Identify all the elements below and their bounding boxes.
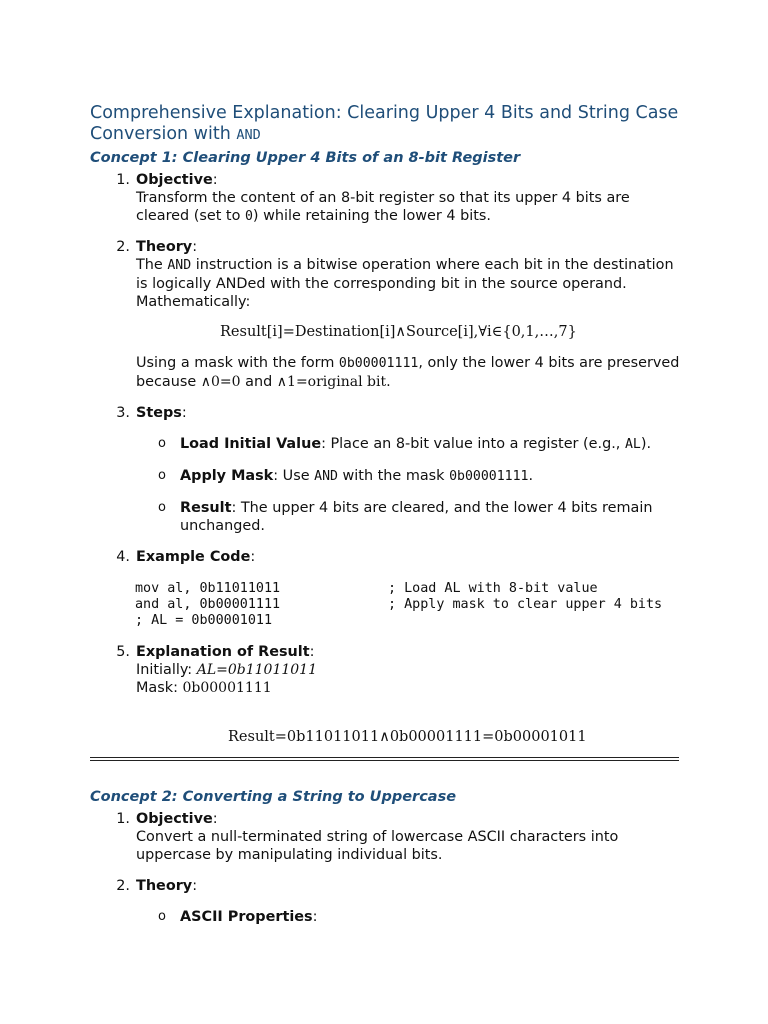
list-item-steps: 3. Steps: bbox=[116, 405, 187, 421]
list-item-objective: 1. Objective: Transform the content of an 8-bit register so that its upper 4 bits are cleared (set to 0) while retaining the lower 4 bits. bbox=[116, 172, 630, 224]
and-equation: Result[i]=Destination[i]∧Source[i],∀i∈{0,1,…,7} bbox=[220, 324, 577, 340]
result-equation: Result=0b11011011∧0b00001111=0b00001011 bbox=[228, 729, 587, 745]
step-apply-mask: o Apply Mask: Use AND with the mask 0b00001111. bbox=[158, 468, 534, 484]
list-item-explanation-of-result: 5. Explanation of Result: Initially: AL=0b11011011 Mask: 0b00001111 bbox=[116, 644, 317, 696]
concept-1-heading: Concept 1: Clearing Upper 4 Bits of an 8-bit Register bbox=[90, 150, 521, 166]
section-divider bbox=[90, 757, 679, 761]
code-line: mov al, 0b11011011 ; Load AL with 8-bit value bbox=[135, 581, 598, 596]
mask-explanation: Using a mask with the form 0b00001111, only the lower 4 bits are preserved because ∧0=0 and ∧1=original bit. bbox=[136, 355, 680, 390]
page-title: Comprehensive Explanation: Clearing Upper 4 Bits and String Case Conversion with AND bbox=[90, 103, 679, 144]
step-result: o Result: The upper 4 bits are cleared, and the lower 4 bits remain unchanged. bbox=[158, 500, 653, 534]
concept-2-heading: Concept 2: Converting a String to Uppercase bbox=[90, 789, 457, 805]
list-item-objective-2: 1. Objective: Convert a null-terminated string of lowercase ASCII characters into uppercase by manipulating individual bits. bbox=[116, 811, 619, 863]
bullet-ascii-properties: o ASCII Properties: bbox=[158, 909, 318, 925]
list-item-theory: 2. Theory: The AND instruction is a bitwise operation where each bit in the destination is logically ANDed with the corresponding bit in the source operand. Mathematically: bbox=[116, 239, 674, 310]
step-load-initial-value: o Load Initial Value: Place an 8-bit value into a register (e.g., AL). bbox=[158, 436, 652, 452]
list-item-theory-2: 2. Theory: bbox=[116, 878, 198, 894]
list-item-example-code: 4. Example Code: bbox=[116, 549, 256, 565]
code-line: and al, 0b00001111 ; Apply mask to clear upper 4 bits bbox=[135, 597, 663, 612]
code-line: ; AL = 0b00001011 bbox=[135, 613, 273, 628]
